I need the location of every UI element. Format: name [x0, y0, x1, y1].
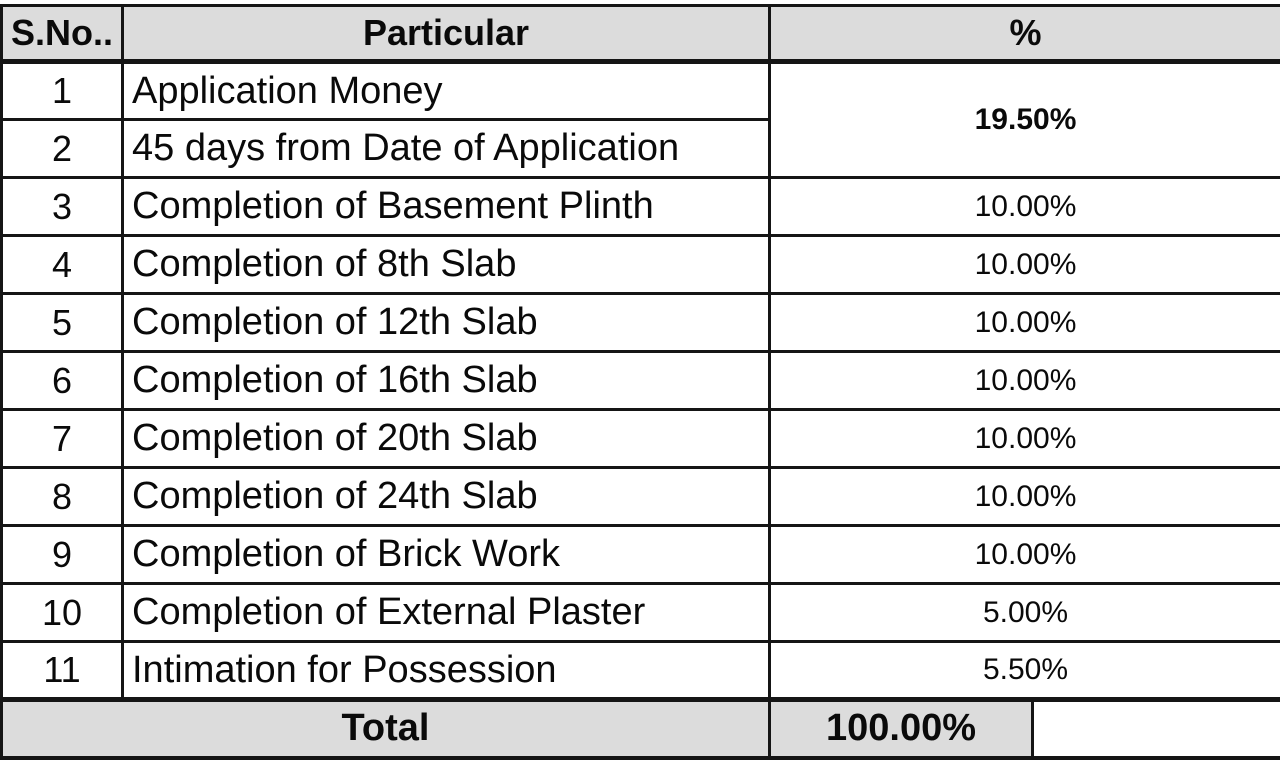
row-particular: Completion of 24th Slab [123, 468, 770, 526]
row-percent: 10.00% [770, 468, 1280, 526]
row-sno: 4 [2, 236, 123, 294]
row-percent: 10.00% [770, 178, 1280, 236]
table-row [2, 468, 1280, 526]
row-percent: 5.50% [770, 642, 1280, 700]
row-percent: 10.00% [770, 352, 1280, 410]
row-particular: 45 days from Date of Application [123, 120, 770, 178]
total-label: Total [2, 700, 770, 758]
row-sno: 11 [2, 642, 123, 700]
table-row [2, 236, 1280, 294]
row-sno: 9 [2, 526, 123, 584]
total-row [2, 700, 1280, 758]
row-sno: 5 [2, 294, 123, 352]
row-sno: 1 [2, 62, 123, 120]
header-row [2, 6, 1280, 62]
table-row [2, 352, 1280, 410]
row-percent: 10.00% [770, 410, 1280, 468]
row-particular: Application Money [123, 62, 770, 120]
row-percent: 10.00% [770, 236, 1280, 294]
row-particular: Completion of Brick Work [123, 526, 770, 584]
row-sno: 2 [2, 120, 123, 178]
table-row [2, 584, 1280, 642]
table-row [2, 62, 1280, 120]
row-percent: 5.00% [770, 584, 1280, 642]
row-particular: Completion of 20th Slab [123, 410, 770, 468]
header-sno: S.No.. [2, 6, 123, 62]
row-sno: 10 [2, 584, 123, 642]
row-sno: 3 [2, 178, 123, 236]
row-sno: 6 [2, 352, 123, 410]
row-sno: 8 [2, 468, 123, 526]
table-row [2, 410, 1280, 468]
table-row [2, 642, 1280, 700]
row-particular: Completion of 8th Slab [123, 236, 770, 294]
total-empty-cell [1033, 700, 1280, 758]
header-particular: Particular [123, 6, 770, 62]
total-value: 100.00% [770, 700, 1033, 758]
row-percent: 10.00% [770, 526, 1280, 584]
table-row [2, 526, 1280, 584]
row-particular: Completion of 12th Slab [123, 294, 770, 352]
row-percent: 10.00% [770, 294, 1280, 352]
row-particular: Completion of Basement Plinth [123, 178, 770, 236]
row-percent-merged: 19.50% [770, 62, 1280, 178]
row-particular: Intimation for Possession [123, 642, 770, 700]
payment-schedule-table [0, 4, 1280, 760]
table-row [2, 178, 1280, 236]
row-particular: Completion of External Plaster [123, 584, 770, 642]
table-row [2, 294, 1280, 352]
header-percent: % [770, 6, 1280, 62]
row-sno: 7 [2, 410, 123, 468]
row-particular: Completion of 16th Slab [123, 352, 770, 410]
